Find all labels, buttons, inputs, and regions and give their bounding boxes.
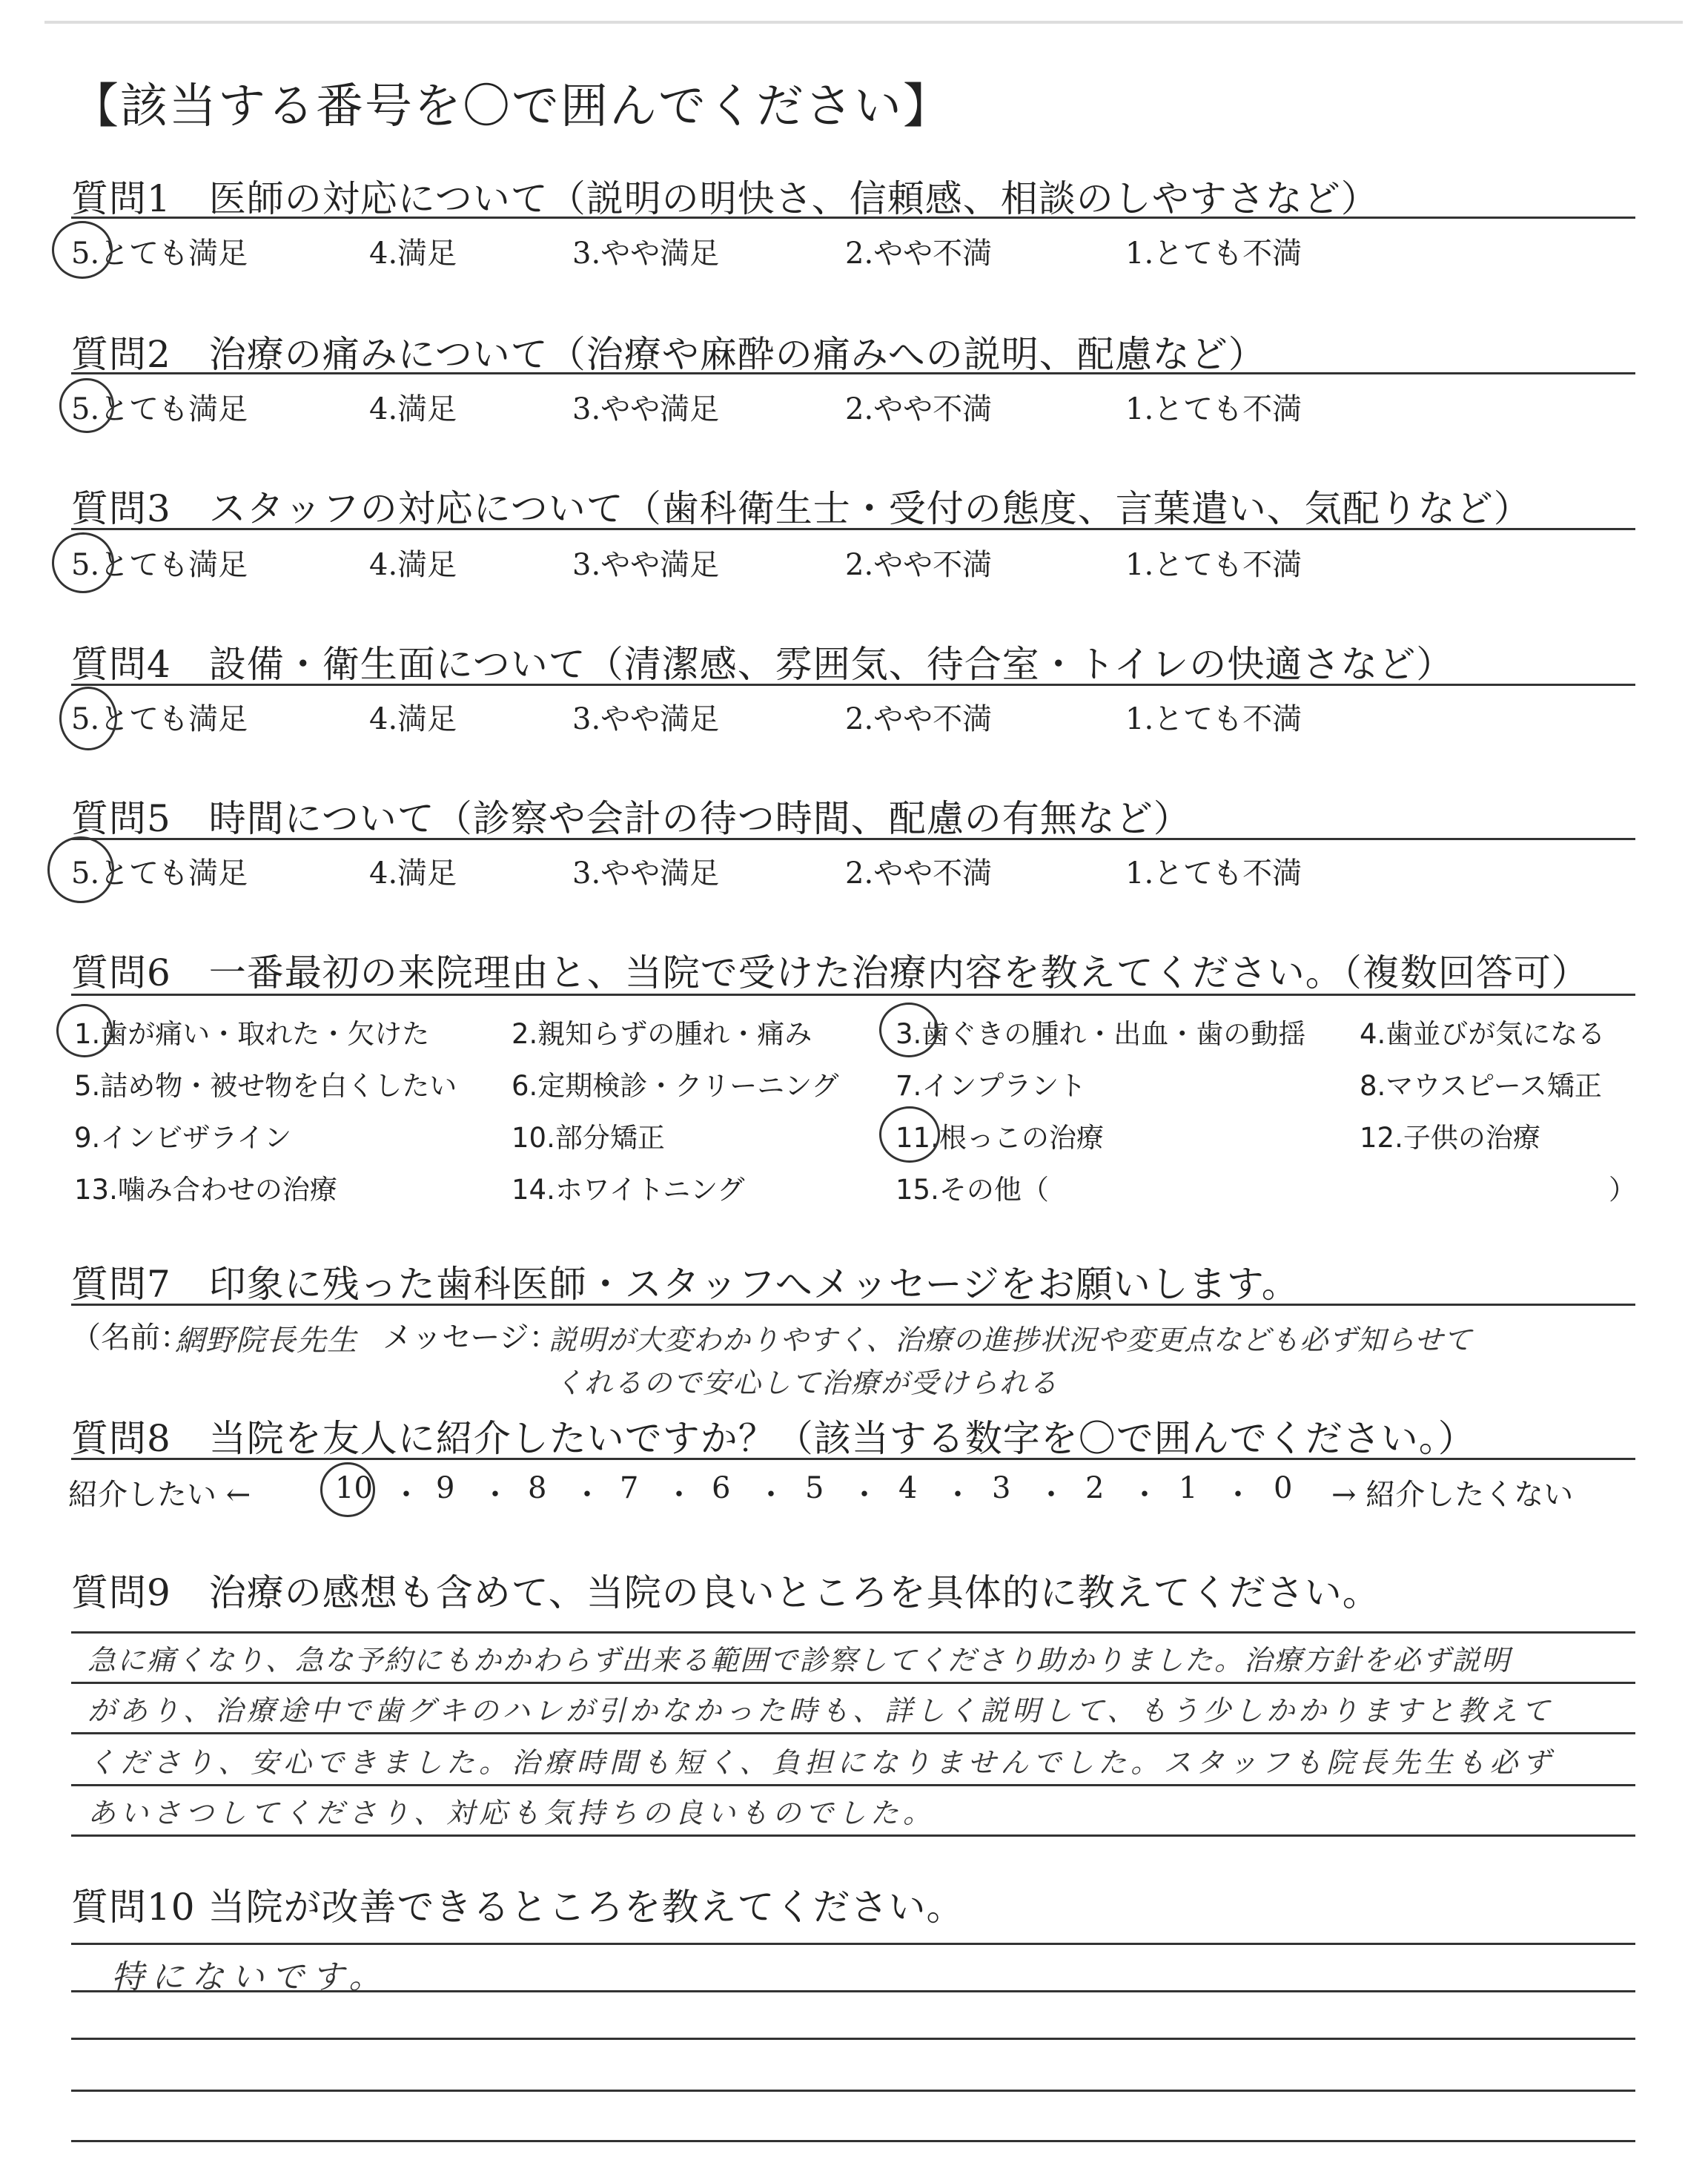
q6-option-8[interactable]: 8.マウスピース矯正	[1360, 1070, 1602, 1102]
q9-answer-line-4[interactable]: あいさつしてくださり、対応も気持ちの良いものでした。	[87, 1797, 936, 1829]
q1-option-5[interactable]: 5.とても満足	[71, 237, 248, 271]
question-5-rule	[71, 838, 1635, 840]
question-2-title: 質問2 治療の痛みについて（治療や麻酔の痛みへの説明、配慮など）	[71, 333, 1266, 376]
q10-answer-rule-2	[71, 2038, 1635, 2040]
q7-name-value[interactable]: 網野院長先生	[175, 1324, 357, 1358]
q3-option-1[interactable]: 1.とても不満	[1125, 548, 1302, 582]
question-1-rule	[71, 217, 1635, 219]
q5-selection-circle	[47, 836, 114, 903]
q8-dot: ・	[943, 1478, 973, 1512]
q3-selection-circle	[52, 532, 114, 593]
q6-option-9[interactable]: 9.インビザライン	[74, 1122, 292, 1154]
q2-option-5[interactable]: 5.とても満足	[71, 392, 248, 426]
q7-message-line-1[interactable]: 説明が大変わかりやすく、治療の進捗状況や変更点なども必ず知らせて	[549, 1324, 1473, 1356]
q4-option-1[interactable]: 1.とても不満	[1125, 702, 1302, 736]
q8-dot: ・	[850, 1478, 879, 1512]
q8-scale-4[interactable]: 4	[898, 1471, 918, 1505]
q8-selection-circle	[320, 1462, 375, 1517]
q2-option-1[interactable]: 1.とても不満	[1125, 392, 1302, 426]
question-5-title: 質問5 時間について（診察や会計の待つ時間、配慮の有無など）	[71, 797, 1191, 840]
question-3-rule	[71, 528, 1635, 530]
question-9-title: 質問9 治療の感想も含めて、当院の良いところを具体的に教えてください。	[71, 1571, 1380, 1614]
q3-option-3[interactable]: 3.やや満足	[572, 548, 720, 582]
q9-answer-line-3[interactable]: くださり、安心できました。治療時間も短く、負担になりませんでした。スタッフも院長先生も必ず	[87, 1746, 1555, 1779]
q6-option-3[interactable]: 3.歯ぐきの腫れ・出血・歯の動揺	[896, 1018, 1306, 1050]
q8-dot: ・	[664, 1478, 694, 1512]
q8-scale-3[interactable]: 3	[992, 1471, 1011, 1505]
q9-answer-line-2[interactable]: があり、治療途中で歯グキのハレが引かなかった時も、詳しく説明して、もう少しかかりますと教えて	[87, 1694, 1554, 1727]
q7-name-label: （名前：	[71, 1321, 190, 1355]
q8-scale-5[interactable]: 5	[805, 1471, 824, 1505]
page-title: 【該当する番号を〇で囲んでください】	[71, 79, 952, 134]
q6-selection-circle-11	[879, 1106, 940, 1163]
q4-option-3[interactable]: 3.やや満足	[572, 702, 720, 736]
question-4-title: 質問4 設備・衛生面について（清潔感、雰囲気、待合室・トイレの快適さなど）	[71, 643, 1454, 686]
q2-selection-circle	[59, 378, 114, 433]
q8-right-label: → 紹介したくない	[1331, 1478, 1574, 1512]
question-1-title: 質問1 医師の対応について（説明の明快さ、信頼感、相談のしやすさなど）	[71, 177, 1379, 220]
q5-option-1[interactable]: 1.とても不満	[1125, 856, 1302, 891]
q10-answer-rule-4	[71, 2140, 1635, 2142]
q1-option-4[interactable]: 4.満足	[369, 237, 457, 271]
page-top-edge	[44, 21, 1683, 24]
q6-option-1[interactable]: 1.歯が痛い・取れた・欠けた	[74, 1018, 430, 1050]
q8-scale-7[interactable]: 7	[620, 1471, 639, 1505]
q6-option-6[interactable]: 6.定期検診・クリーニング	[512, 1070, 839, 1102]
question-10-title: 質問10 当院が改善できるところを教えてください。	[71, 1886, 964, 1929]
q8-dot: ・	[1130, 1478, 1159, 1512]
question-4-rule	[71, 684, 1635, 686]
q8-dot: ・	[1223, 1478, 1253, 1512]
q6-option-15[interactable]: 15.その他（	[896, 1174, 1049, 1206]
q8-dot: ・	[1036, 1478, 1066, 1512]
question-6-rule	[71, 994, 1635, 996]
question-7-title: 質問7 印象に残った歯科医師・スタッフへメッセージをお願いします。	[71, 1263, 1300, 1306]
q4-option-2[interactable]: 2.やや不満	[845, 702, 993, 736]
q8-dot: ・	[480, 1478, 510, 1512]
q3-option-4[interactable]: 4.満足	[369, 548, 457, 582]
q3-option-2[interactable]: 2.やや不満	[845, 548, 993, 582]
question-7-rule	[71, 1304, 1635, 1306]
q6-option-7[interactable]: 7.インプラント	[896, 1070, 1087, 1102]
q10-answer-rule-3	[71, 2090, 1635, 2092]
q9-answer-line-1[interactable]: 急に痛くなり、急な予約にもかかわらず出来る範囲で診察してくださり助かりました。治療方針を必ず説明	[87, 1644, 1512, 1677]
q1-option-3[interactable]: 3.やや満足	[572, 237, 720, 271]
q4-selection-circle	[59, 687, 117, 750]
q8-scale-8[interactable]: 8	[528, 1471, 547, 1505]
q6-selection-circle-1	[56, 1004, 113, 1057]
q8-scale-10[interactable]: 10	[335, 1471, 373, 1505]
q8-scale-2[interactable]: 2	[1085, 1471, 1105, 1505]
q8-scale-9[interactable]: 9	[436, 1471, 455, 1505]
q8-dot: ・	[572, 1478, 602, 1512]
q3-option-5[interactable]: 5.とても満足	[71, 548, 248, 582]
question-2-rule	[71, 372, 1635, 374]
q8-dot: ・	[391, 1478, 421, 1512]
q2-option-4[interactable]: 4.満足	[369, 392, 457, 426]
q10-answer[interactable]: 特にないです。	[111, 1958, 389, 1996]
q6-option-13[interactable]: 13.噛み合わせの治療	[74, 1174, 337, 1206]
question-6-title: 質問6 一番最初の来院理由と、当院で受けた治療内容を教えてください。（複数回答可）	[71, 951, 1589, 994]
q10-answer-rule-0	[71, 1943, 1635, 1945]
q6-option-5[interactable]: 5.詰め物・被せ物を白くしたい	[74, 1070, 457, 1102]
q6-option-15-close: ）	[1609, 1174, 1636, 1206]
q6-selection-circle-3	[879, 1003, 939, 1057]
q4-option-5[interactable]: 5.とても満足	[71, 702, 248, 736]
q9-answer-rule-0	[71, 1631, 1635, 1634]
q7-message-label: メッセージ：	[383, 1321, 559, 1355]
q8-left-label: 紹介したい ←	[68, 1478, 251, 1512]
q7-message-line-2[interactable]: くれるので安心して治療が受けられる	[555, 1367, 1059, 1399]
q5-option-3[interactable]: 3.やや満足	[572, 856, 720, 891]
q6-option-11[interactable]: 11.根っこの治療	[896, 1122, 1104, 1154]
q4-option-4[interactable]: 4.満足	[369, 702, 457, 736]
q5-option-2[interactable]: 2.やや不満	[845, 856, 993, 891]
q2-option-3[interactable]: 3.やや満足	[572, 392, 720, 426]
q1-option-2[interactable]: 2.やや不満	[845, 237, 993, 271]
q9-answer-rule-1	[71, 1682, 1635, 1684]
q9-answer-rule-3	[71, 1784, 1635, 1786]
question-8-rule	[71, 1458, 1635, 1460]
q8-scale-1[interactable]: 1	[1179, 1471, 1198, 1505]
question-3-title: 質問3 スタッフの対応について（歯科衛生士・受付の態度、言葉遣い、気配りなど）	[71, 487, 1532, 530]
q6-option-10[interactable]: 10.部分矯正	[512, 1122, 665, 1154]
q8-scale-6[interactable]: 6	[712, 1471, 731, 1505]
q8-dot: ・	[756, 1478, 786, 1512]
q6-option-12[interactable]: 12.子供の治療	[1360, 1122, 1540, 1154]
q6-option-14[interactable]: 14.ホワイトニング	[512, 1174, 745, 1206]
q1-selection-circle	[52, 221, 113, 279]
q6-option-2[interactable]: 2.親知らずの腫れ・痛み	[512, 1018, 812, 1050]
question-8-title: 質問8 当院を友人に紹介したいですか？（該当する数字を〇で囲んでください。）	[71, 1417, 1476, 1460]
q2-option-2[interactable]: 2.やや不満	[845, 392, 993, 426]
q5-option-4[interactable]: 4.満足	[369, 856, 457, 891]
q9-answer-rule-4	[71, 1834, 1635, 1837]
q5-option-5[interactable]: 5.とても満足	[71, 856, 248, 891]
q8-scale-0[interactable]: 0	[1274, 1471, 1293, 1505]
q1-option-1[interactable]: 1.とても不満	[1125, 237, 1302, 271]
q6-option-4[interactable]: 4.歯並びが気になる	[1360, 1018, 1606, 1050]
q9-answer-rule-2	[71, 1732, 1635, 1734]
